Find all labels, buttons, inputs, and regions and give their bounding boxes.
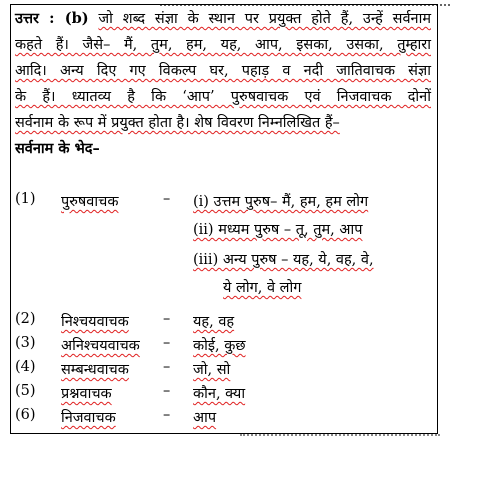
type-number: (5) bbox=[15, 383, 36, 399]
type-example: आप bbox=[193, 410, 217, 426]
type-row-6 bbox=[11, 407, 437, 429]
type-name: निश्चयवाचक bbox=[61, 314, 129, 330]
answer-box bbox=[10, 4, 438, 434]
type-name: अनिश्चयवाचक bbox=[61, 338, 140, 354]
type-name: सम्बन्धवाचक bbox=[61, 362, 129, 378]
para-line-2: कहते हैं। जैसे– मैं, तुम, हम, यह, आप, इसका, उसका, तुम्हारा bbox=[15, 37, 431, 53]
type-row-1 bbox=[11, 191, 437, 213]
type-name: पुरुषवाचक bbox=[61, 194, 119, 210]
sub-item-3: (iii) अन्य पुरुष – यह, ये, वह, वे, bbox=[193, 252, 374, 268]
sub-item-2: (ii) मध्यम पुरुष – तू, तुम, आप bbox=[193, 222, 363, 238]
type-row-4 bbox=[11, 359, 437, 381]
type-example: कौन, क्या bbox=[193, 386, 246, 402]
section-heading: सर्वनाम के भेद– bbox=[15, 140, 100, 157]
type-name: प्रश्नवाचक bbox=[61, 386, 112, 402]
type-number: (1) bbox=[15, 191, 36, 207]
type-dash: – bbox=[163, 191, 171, 207]
type-row-5 bbox=[11, 383, 437, 405]
para-line-5: सर्वनाम के रूप में प्रयुक्त होता है। शेष विवरण निम्नलिखित हैं– bbox=[15, 115, 340, 131]
type-number: (4) bbox=[15, 359, 36, 375]
bottom-cutoff-line bbox=[240, 434, 440, 439]
type-example: जो, सो bbox=[193, 362, 231, 378]
sub-row-3 bbox=[11, 249, 437, 271]
type-number: (3) bbox=[15, 335, 36, 351]
sub-item-1: (i) उत्तम पुरुष– मैं, हम, हम लोग bbox=[193, 194, 369, 210]
answer-label: उत्तर : (b) bbox=[15, 10, 89, 27]
sub-row-2 bbox=[11, 219, 437, 241]
type-dash: – bbox=[163, 311, 171, 327]
type-row-3 bbox=[11, 335, 437, 357]
type-number: (2) bbox=[15, 311, 36, 327]
para-line-4: के हैं। ध्यातव्य है कि ‘आप’ पुरुषवाचक एवं निजवाचक दोनों bbox=[15, 89, 431, 105]
type-dash: – bbox=[163, 335, 171, 351]
type-example: कोई, कुछ bbox=[193, 338, 246, 354]
type-number: (6) bbox=[15, 407, 36, 423]
type-dash: – bbox=[163, 359, 171, 375]
type-dash: – bbox=[163, 407, 171, 423]
type-name: निजवाचक bbox=[61, 410, 116, 426]
sub-row-4 bbox=[11, 277, 437, 299]
para-text-1: जो शब्द संज्ञा के स्थान पर प्रयुक्त होते हैं, उन्हें सर्वनाम bbox=[98, 11, 431, 27]
para-line-1 bbox=[15, 9, 431, 29]
type-row-2 bbox=[11, 311, 437, 333]
para-line-3: आदि। अन्य दिए गए विकल्प घर, पहाड़ व नदी जातिवाचक संज्ञा bbox=[15, 63, 431, 79]
type-dash: – bbox=[163, 383, 171, 399]
sub-item-4: ये लोग, वे लोग bbox=[223, 280, 302, 296]
type-example: यह, वह bbox=[193, 314, 235, 330]
